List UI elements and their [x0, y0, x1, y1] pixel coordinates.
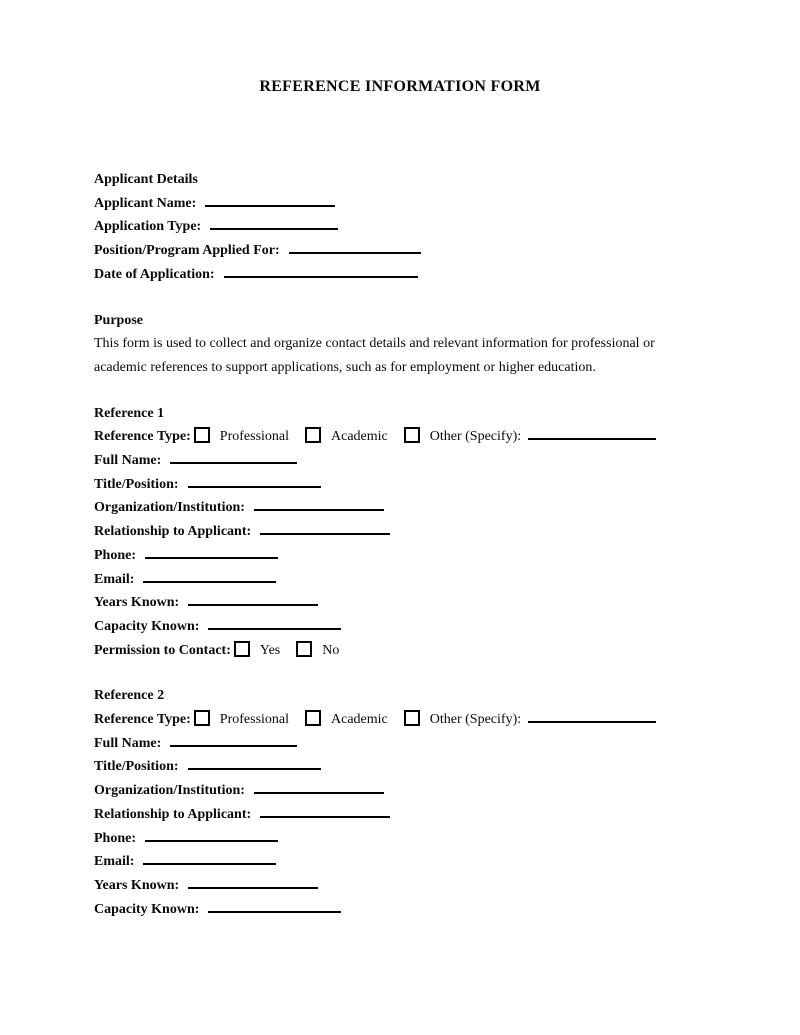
checkbox-label: Other (Specify): — [429, 429, 522, 445]
field-label: Reference Type: — [94, 712, 191, 728]
permission-to-contact-row — [94, 639, 682, 663]
field-label: Relationship to Applicant: — [94, 524, 252, 540]
field-label: Organization/Institution: — [94, 500, 245, 516]
fill-in-line[interactable] — [143, 569, 276, 583]
reference-2-heading: Reference 2 — [94, 688, 165, 704]
field-label: Email: — [94, 571, 135, 587]
checkbox-professional[interactable] — [194, 710, 210, 726]
field-label: Permission to Contact: — [94, 642, 231, 658]
fill-in-line[interactable] — [224, 264, 418, 278]
field-label: Applicant Name: — [94, 195, 197, 211]
field-label: Years Known: — [94, 595, 180, 611]
fill-in-line[interactable] — [208, 899, 341, 913]
fill-in-line[interactable] — [188, 474, 321, 488]
checkbox-no[interactable] — [296, 641, 312, 657]
fill-in-line[interactable] — [528, 709, 656, 723]
fill-in-line[interactable] — [170, 733, 297, 747]
field-label: Full Name: — [94, 735, 162, 751]
form-content — [0, 168, 800, 921]
purpose-text: This form is used to collect and organize contact details and relevant information for professional or academic references to support applications, such as for employment or higher education. — [94, 336, 655, 375]
checkbox-yes[interactable] — [234, 641, 250, 657]
field-label: Email: — [94, 854, 135, 870]
section-purpose — [94, 309, 682, 380]
field-years-known — [94, 591, 682, 615]
field-label: Years Known: — [94, 877, 180, 893]
field-label: Date of Application: — [94, 266, 215, 282]
fill-in-line[interactable] — [205, 193, 335, 207]
field-label: Organization/Institution: — [94, 783, 245, 799]
fill-in-line[interactable] — [188, 875, 318, 889]
field-organization-institution — [94, 779, 682, 803]
fill-in-line[interactable] — [289, 240, 421, 254]
field-label: Application Type: — [94, 219, 202, 235]
field-full-name — [94, 449, 682, 473]
field-label: Title/Position: — [94, 759, 179, 775]
field-relationship-to-applicant — [94, 520, 682, 544]
fill-in-line[interactable] — [188, 756, 321, 770]
checkbox-professional[interactable] — [194, 427, 210, 443]
checkbox-academic[interactable] — [305, 427, 321, 443]
field-capacity-known — [94, 615, 682, 639]
field-application-type — [94, 215, 682, 239]
reference-1-heading: Reference 1 — [94, 405, 165, 421]
field-years-known — [94, 874, 682, 898]
form-title: REFERENCE INFORMATION FORM — [259, 78, 541, 95]
field-full-name — [94, 732, 682, 756]
field-organization-institution — [94, 496, 682, 520]
field-applicant-name — [94, 192, 682, 216]
checkbox-other[interactable] — [404, 427, 420, 443]
fill-in-line[interactable] — [145, 828, 278, 842]
fill-in-line[interactable] — [528, 426, 656, 440]
field-relationship-to-applicant — [94, 803, 682, 827]
field-email — [94, 850, 682, 874]
field-title-position — [94, 473, 682, 497]
purpose-heading: Purpose — [94, 312, 143, 328]
field-label: Title/Position: — [94, 476, 179, 492]
field-label: Phone: — [94, 547, 136, 563]
fill-in-line[interactable] — [260, 521, 390, 535]
section-reference-2 — [94, 684, 682, 921]
fill-in-line[interactable] — [143, 851, 276, 865]
field-label: Full Name: — [94, 453, 162, 469]
fill-in-line[interactable] — [145, 545, 278, 559]
checkbox-label: Other (Specify): — [429, 712, 522, 728]
fill-in-line[interactable] — [254, 497, 384, 511]
fill-in-line[interactable] — [260, 804, 390, 818]
field-phone — [94, 544, 682, 568]
field-phone — [94, 827, 682, 851]
checkbox-label: No — [322, 642, 340, 658]
fill-in-line[interactable] — [188, 592, 318, 606]
field-title-position — [94, 755, 682, 779]
fill-in-line[interactable] — [208, 616, 341, 630]
checkbox-label: Academic — [331, 429, 388, 445]
field-position-program — [94, 239, 682, 263]
reference-2-type-row — [94, 708, 682, 732]
field-label: Capacity Known: — [94, 901, 200, 917]
field-label: Position/Program Applied For: — [94, 243, 280, 259]
fill-in-line[interactable] — [210, 216, 338, 230]
field-date-of-application — [94, 263, 682, 287]
checkbox-label: Academic — [331, 712, 388, 728]
checkbox-label: Yes — [259, 642, 281, 658]
field-capacity-known — [94, 898, 682, 922]
checkbox-academic[interactable] — [305, 710, 321, 726]
field-label: Phone: — [94, 830, 136, 846]
field-email — [94, 568, 682, 592]
reference-1-type-row — [94, 425, 682, 449]
applicant-details-heading: Applicant Details — [94, 172, 198, 187]
checkbox-label: Professional — [219, 429, 290, 445]
fill-in-line[interactable] — [170, 450, 297, 464]
checkbox-other[interactable] — [404, 710, 420, 726]
field-label: Capacity Known: — [94, 618, 200, 634]
fill-in-line[interactable] — [254, 780, 384, 794]
section-reference-1 — [94, 402, 682, 663]
field-label: Relationship to Applicant: — [94, 806, 252, 822]
section-applicant-details — [94, 168, 682, 287]
checkbox-label: Professional — [219, 712, 290, 728]
field-label: Reference Type: — [94, 429, 191, 445]
